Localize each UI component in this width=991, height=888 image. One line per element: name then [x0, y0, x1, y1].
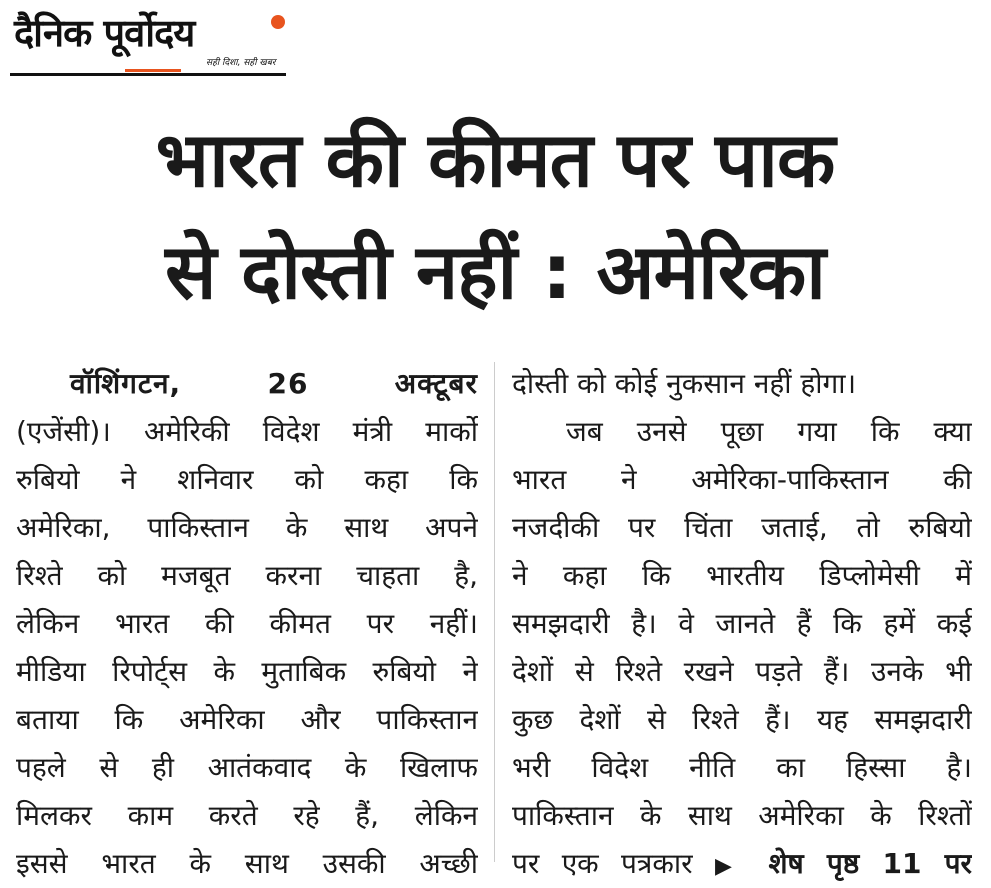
continued-on-page-label: शेष पृष्ठ 11 पर — [768, 847, 972, 880]
headline — [20, 104, 970, 328]
article-column-right — [512, 360, 972, 888]
body-line: रिश्ते को मजबूत करना चाहता है, — [16, 559, 478, 592]
body-line: लेकिन भारत की कीमत पर नहीं। — [16, 607, 478, 640]
column-divider — [494, 362, 495, 862]
body-line: इससे भारत के साथ उसकी अच्छी — [16, 847, 478, 880]
masthead — [10, 6, 288, 74]
body-line: (एजेंसी)। अमेरिकी विदेश मंत्री मार्को — [16, 415, 478, 448]
body-line: भरी विदेश नीति का हिस्सा है। — [512, 751, 972, 784]
last-line-text: पर एक पत्रकार — [512, 847, 693, 880]
body-line: देशों से रिश्ते रखने पड़ते हैं। उनके भी — [512, 655, 972, 688]
body-line: मीडिया रिपोर्ट्स के मुताबिक रुबियो ने — [16, 655, 478, 688]
body-line: समझदारी है। वे जानते हैं कि हमें कई — [512, 607, 972, 640]
body-line: रुबियो ने शनिवार को कहा कि — [16, 463, 478, 496]
arrow-right-icon: ▶ — [714, 854, 746, 879]
newspaper-name: दैनिक पूर्वोदय — [14, 11, 195, 55]
masthead-dot-icon — [271, 15, 285, 29]
headline-line-2: से दोस्ती नहीं : अमेरिका — [165, 227, 825, 316]
body-line: ने कहा कि भारतीय डिप्लोमेसी में — [512, 559, 972, 592]
body-line: बताया कि अमेरिका और पाकिस्तान — [16, 703, 478, 736]
dateline: वॉशिंगटन, 26 अक्टूबर — [70, 367, 478, 400]
body-line: अमेरिका, पाकिस्तान के साथ अपने — [16, 511, 478, 544]
newspaper-tagline: सही दिशा, सही खबर — [206, 58, 276, 68]
body-line: पाकिस्तान के साथ अमेरिका के रिश्तों — [512, 799, 972, 832]
body-line: कुछ देशों से रिश्ते हैं। यह समझदारी — [512, 703, 972, 736]
body-line: नजदीकी पर चिंता जताई, तो रुबियो — [512, 511, 972, 544]
masthead-accent-rule — [125, 69, 181, 72]
body-line: मिलकर काम करते रहे हैं, लेकिन — [16, 799, 478, 832]
body-line: दोस्ती को कोई नुकसान नहीं होगा। — [512, 367, 857, 400]
article-column-left — [16, 360, 478, 888]
continuation-line — [512, 840, 972, 888]
body-line: जब उनसे पूछा गया कि क्या — [566, 415, 972, 448]
headline-line-1: भारत की कीमत पर पाक — [155, 115, 835, 204]
masthead-rule — [10, 73, 286, 76]
continued-on-page[interactable] — [715, 847, 972, 880]
body-line: पहले से ही आतंकवाद के खिलाफ — [16, 751, 478, 784]
body-line: भारत ने अमेरिका-पाकिस्तान की — [512, 463, 972, 496]
